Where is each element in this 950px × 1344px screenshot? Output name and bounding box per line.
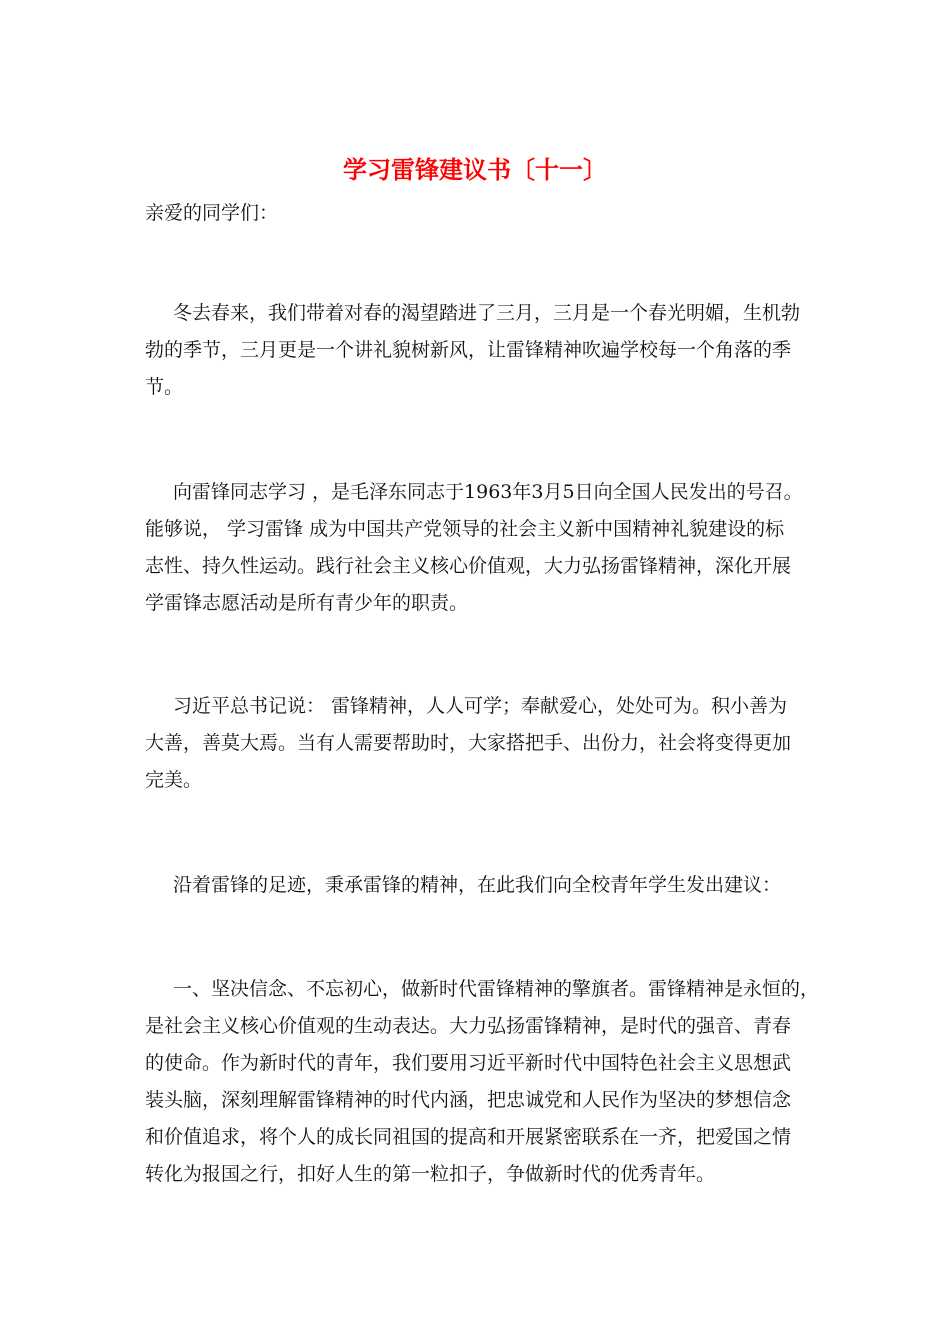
paragraph-2 (145, 474, 805, 622)
salutation: 亲爱的同学们： (145, 202, 279, 224)
paragraph-1 (145, 295, 805, 406)
paragraph-line: 沿着雷锋的足迹，秉承雷锋的精神，在此我们向全校青年学生发出建议： (173, 874, 782, 896)
paragraph-line: 能够说， 学习雷锋 成为中国共产党领导的社会主义新中国精神礼貌建设的标 (145, 518, 785, 540)
document-title: 学习雷锋建议书〔十一〕 (343, 155, 607, 184)
paragraph-line: 节。 (145, 376, 184, 398)
paragraph-line: 冬去春来，我们带着对春的渴望踏进了三月，三月是一个春光明媚，生机勃 (173, 302, 801, 324)
paragraph-line: 的使命。作为新时代的青年，我们要用习近平新时代中国特色社会主义思想武 (145, 1052, 792, 1074)
paragraph-line: 和价值追求，将个人的成长同祖国的提高和开展紧密联系在一齐，把爱国之情 (145, 1126, 792, 1148)
paragraph-line: 装头脑，深刻理解雷锋精神的时代内涵，把忠诚党和人民作为坚决的梦想信念 (145, 1089, 792, 1111)
paragraph-line: 向雷锋同志学习 ，是毛泽东同志于1963年3月5日向全国人民发出的号召。 (173, 481, 803, 503)
paragraph-5 (145, 971, 820, 1193)
paragraph-line: 勃的季节，三月更是一个讲礼貌树新风，让雷锋精神吹遍学校每一个角落的季 (145, 339, 792, 361)
paragraph-line: 习近平总书记说： 雷锋精神，人人可学；奉献爱心，处处可为。积小善为 (173, 695, 788, 717)
paragraph-line: 是社会主义核心价值观的生动表达。大力弘扬雷锋精神，是时代的强音、青春 (145, 1015, 792, 1037)
paragraph-line: 一、坚决信念、不忘初心，做新时代雷锋精神的擎旗者。雷锋精神是永恒的， (173, 978, 820, 1000)
paragraph-line: 大善，善莫大焉。当有人需要帮助时，大家搭把手、出份力，社会将变得更加 (145, 732, 792, 754)
paragraph-line: 志性、持久性运动。践行社会主义核心价值观，大力弘扬雷锋精神，深化开展 (145, 555, 792, 577)
paragraph-3 (145, 688, 805, 799)
paragraph-line: 学雷锋志愿活动是所有青少年的职责。 (145, 592, 469, 614)
paragraph-line: 完美。 (145, 769, 203, 791)
paragraph-line: 转化为报国之行，扣好人生的第一粒扣子，争做新时代的优秀青年。 (145, 1163, 716, 1185)
paragraph-4 (145, 867, 805, 904)
